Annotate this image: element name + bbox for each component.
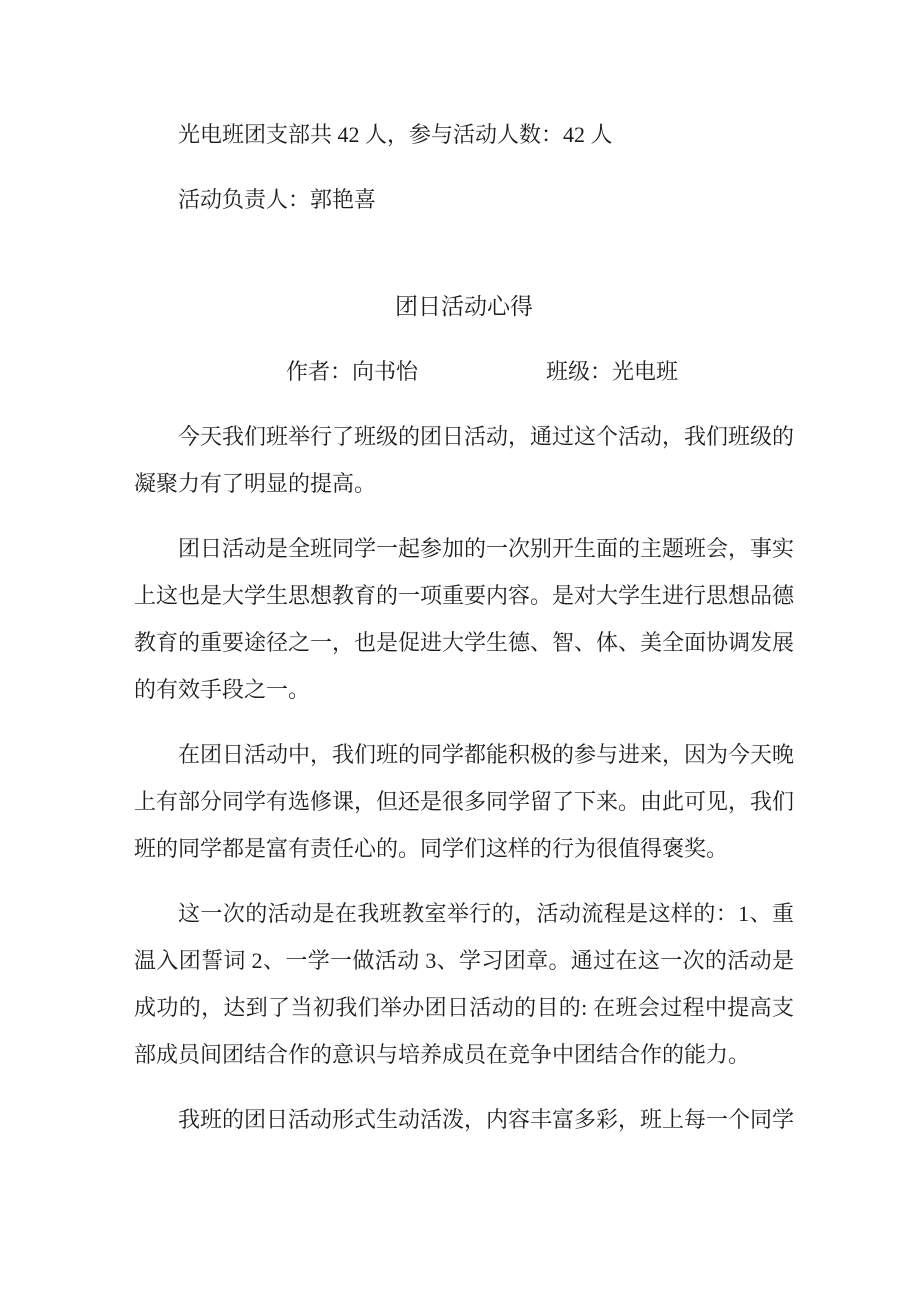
body-paragraph-2: 团日活动是全班同学一起参加的一次别开生面的主题班会，事实上这也是大学生思想教育的一项重要内容。是对大学生进行思想品德教育的重要途径之一，也是促进大学生德、智、体、美全面协调发展的有效手段之一。 (134, 536, 795, 702)
document-title: 团日活动心得 (395, 294, 533, 319)
body-paragraph-3: 在团日活动中，我们班的同学都能积极的参与进来，因为今天晚上有部分同学有选修课，但还是很多同学留了下来。由此可见，我们班的同学都是富有责任心的。同学们这样的行为很值得褒奖。 (134, 742, 795, 861)
header-line-organizer: 活动负责人：郭艳喜 (178, 187, 377, 212)
body-paragraph-1: 今天我们班举行了班级的团日活动，通过这个活动，我们班级的凝聚力有了明显的提高。 (134, 424, 795, 496)
byline-author: 作者：向书怡 (286, 359, 419, 384)
header-line-participants: 光电班团支部共 42 人，参与活动人数：42 人 (178, 122, 613, 147)
byline (134, 348, 794, 395)
body-paragraph-5: 我班的团日活动形式生动活泼，内容丰富多彩，班上每一个同学 (178, 1107, 795, 1132)
body-paragraph-4: 这一次的活动是在我班教室举行的，活动流程是这样的：1、重温入团誓词 2、一学一做活动 3、学习团章。通过在这一次的活动是成功的，达到了当初我们举办团日活动的目的: 在班会过程中提高支部成员间团结合作的意识与培养成员在竞争中团结合作的能力。 (134, 901, 794, 1067)
byline-class: 班级：光电班 (546, 359, 679, 384)
